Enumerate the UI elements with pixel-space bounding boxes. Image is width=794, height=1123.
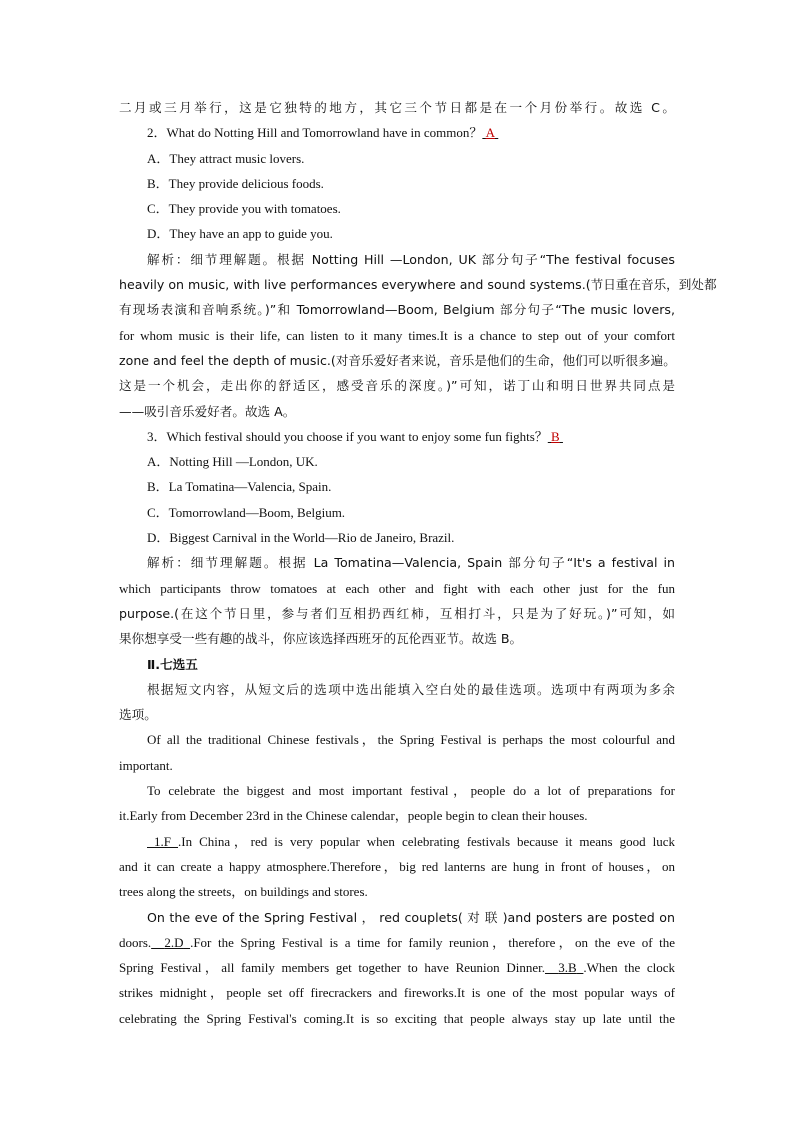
cloze-answer-2: 2.D [164, 934, 184, 950]
passage-line: trees along the streets，on buildings and stores. [119, 884, 368, 900]
analysis-line: ——吸引音乐爱好者。故选 A。 [119, 403, 296, 419]
analysis-line: 解析：细节理解题。根据 Notting Hill —London, UK 部分句子“The festival focuses [147, 251, 675, 267]
passage-text: Spring Festival，all family members get together to have Reunion Dinner. [119, 960, 545, 976]
option-d: D．They have an app to guide you. [147, 226, 333, 242]
passage-line [119, 829, 675, 854]
cloze-blank-1 [147, 834, 178, 849]
instruction-line: 根据短文内容，从短文后的选项中选出能填入空白处的最佳选项。选项中有两项为多余 [147, 681, 675, 697]
passage-text: doors. [119, 934, 152, 950]
instruction-line: 选项。 [119, 707, 157, 723]
question-3-stem: 3．Which festival should you choose if you want to enjoy some fun fights？ [147, 428, 548, 444]
question-3-answer: B [551, 428, 560, 444]
section-title: Ⅱ.七选五 [147, 656, 198, 672]
analysis-line: 这是一个机会，走出你的舒适区，感受音乐的深度。)”可知，诺丁山和明日世界共同点是 [119, 378, 675, 394]
cloze-blank-3 [545, 960, 583, 975]
analysis-line: heavily on music, with live performances everywhere and sound systems.(节日重在音乐，到处都 [119, 277, 717, 293]
passage-line: On the eve of the Spring Festival ， red couplets( 对 联 )and posters are posted on [147, 909, 675, 925]
cloze-answer-3: 3.B [558, 960, 577, 976]
analysis-line: for whom music is their life, can listen to it many times.It is a chance to step out of your comfort [119, 327, 675, 343]
passage-line: Of all the traditional Chinese festivals，the Spring Festival is perhaps the most colourful and [147, 732, 675, 748]
document-page [119, 95, 717, 1031]
intro-line: 二月或三月举行，这是它独特的地方，其它三个节日都是在一个月份举行。故选 C。 [119, 100, 675, 115]
option-a: A．They attract music lovers. [147, 150, 305, 166]
option-d: D．Biggest Carnival in the World—Rio de Janeiro, Brazil. [147, 530, 455, 546]
cloze-answer-1: 1.F [154, 833, 171, 849]
analysis-line: 有现场表演和音响系统。)”和 Tomorrowland—Boom, Belgium 部分句子“The music lovers, [119, 302, 675, 318]
analysis-line: zone and feel the depth of music.(对音乐爱好者来说，音乐是他们的生命，他们可以听很多遍。 [119, 352, 676, 368]
analysis-line: 解析：细节理解题。根据 La Tomatina—Valencia, Spain 部分句子“It's a festival in [147, 555, 675, 571]
answer-blank [482, 125, 498, 140]
passage-line [119, 930, 675, 955]
passage-text: .In China，red is very popular when celebrating festivals because it means good luck [178, 833, 676, 849]
passage-line [119, 955, 675, 980]
option-a: A．Notting Hill —London, UK. [147, 454, 318, 470]
question-2 [119, 120, 675, 145]
option-b: B．They provide delicious foods. [147, 175, 324, 191]
option-c: C．They provide you with tomatoes. [147, 201, 341, 217]
passage-line: and it can create a happy atmosphere.Therefore，big red lanterns are hung in front of houses，on [119, 858, 675, 874]
passage-line: it.Early from December 23rd in the Chinese calendar，people begin to clean their houses. [119, 808, 588, 824]
question-3 [119, 424, 675, 449]
passage-line: celebrating the Spring Festival's coming.It is so exciting that people always stay up late until the [119, 1010, 675, 1026]
question-2-answer: A [485, 125, 495, 141]
question-2-stem: 2．What do Notting Hill and Tomorrowland have in common？ [147, 125, 483, 141]
option-b: B．La Tomatina—Valencia, Spain. [147, 479, 332, 495]
answer-blank [548, 429, 563, 444]
analysis-line: 果你想享受一些有趣的战斗，你应该选择西班牙的瓦伦西亚节。故选 B。 [119, 631, 523, 647]
analysis-line: which participants throw tomatoes at each other and fight with each other just for the fun [119, 580, 675, 596]
analysis-line: purpose.(在这个节日里，参与者们互相扔西红柿，互相打斗，只是为了好玩。)”可知，如 [119, 605, 675, 621]
cloze-blank-2 [151, 935, 190, 950]
passage-line: To celebrate the biggest and most important festival，people do a lot of preparations for [147, 783, 675, 799]
passage-line: strikes midnight，people set off firecrackers and fireworks.It is one of the most popular ways of [119, 985, 675, 1001]
passage-line: important. [119, 757, 173, 773]
passage-text: .For the Spring Festival is a time for family reunion，therefore，on the eve of the [190, 934, 676, 950]
passage-text: .When the clock [583, 960, 676, 976]
option-c: C．Tomorrowland—Boom, Belgium. [147, 504, 346, 520]
